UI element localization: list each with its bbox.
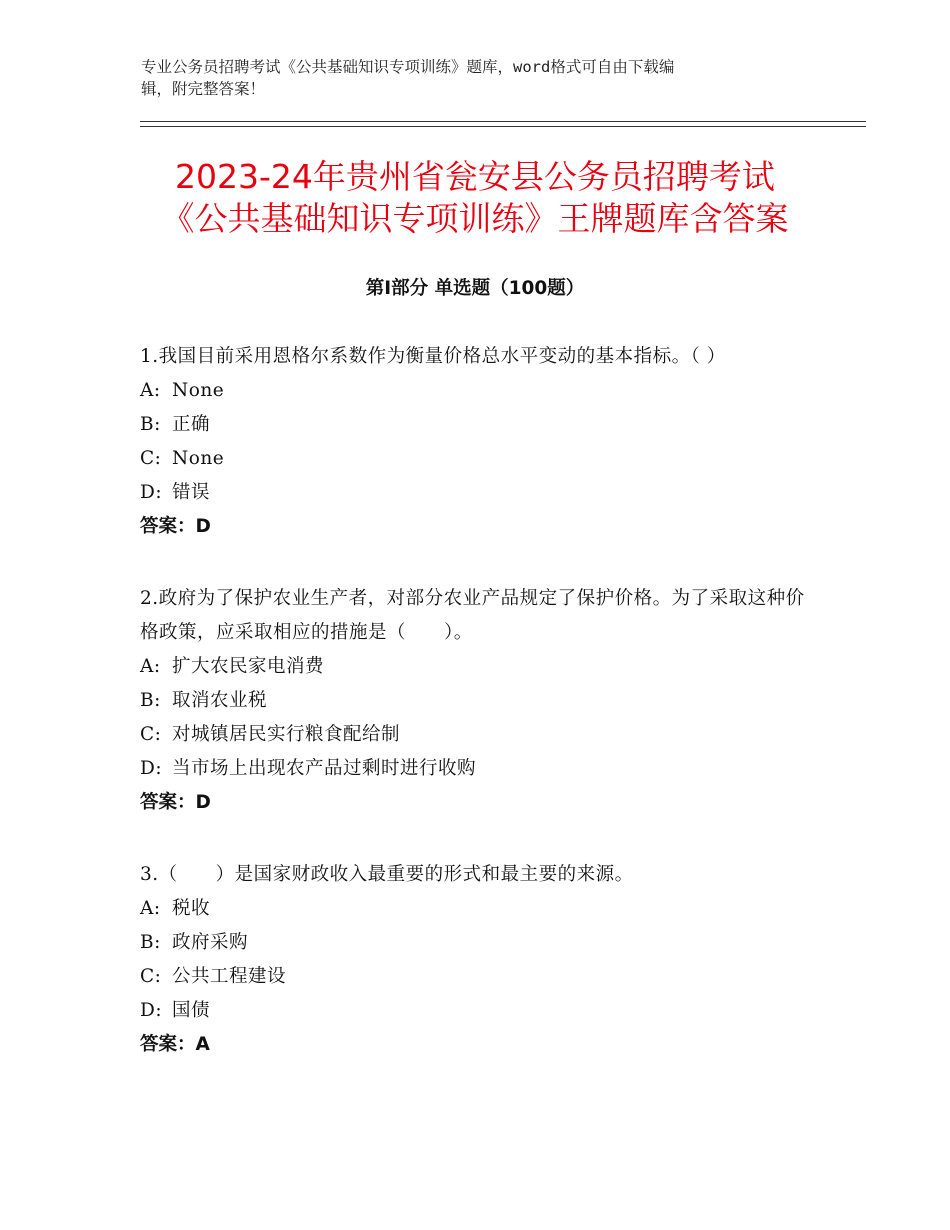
- option-c: [140, 442, 808, 476]
- option-d: [140, 994, 808, 1028]
- option-letter: A:: [140, 656, 161, 677]
- option-text: 取消农业税: [172, 690, 268, 711]
- option-letter: D:: [140, 758, 163, 779]
- section-heading: 第Ⅰ部分 单选题（100题）: [365, 278, 585, 299]
- header-note-line-2: 辑，附完整答案！: [141, 80, 266, 98]
- answer-label: 答案：D: [140, 516, 211, 537]
- option-text: 正确: [172, 414, 211, 435]
- option-b: [140, 926, 808, 960]
- option-c: [140, 960, 808, 994]
- question-stem: 1.我国目前采用恩格尔系数作为衡量价格总水平变动的基本指标。（ ）: [140, 346, 726, 367]
- header-note-line-1: 专业公务员招聘考试《公共基础知识专项训练》题库，word格式可自由下载编: [141, 58, 675, 76]
- option-c: [140, 718, 808, 752]
- question-stem: 2.政府为了保护农业生产者，对部分农业产品规定了保护价格。为了采取这种价格政策，应采取相应的措施是（ ）。: [140, 588, 805, 643]
- option-a: [140, 374, 808, 408]
- option-letter: C:: [140, 724, 162, 745]
- option-text: 当市场上出现农产品过剩时进行收购: [172, 758, 477, 779]
- option-text: 公共工程建设: [172, 966, 287, 987]
- option-letter: D:: [140, 482, 163, 503]
- option-letter: C:: [140, 966, 162, 987]
- option-letter: B:: [140, 414, 161, 435]
- option-d: [140, 476, 808, 510]
- option-text: None: [172, 448, 225, 469]
- option-a: [140, 650, 808, 684]
- option-text: None: [172, 380, 225, 401]
- option-text: 国债: [172, 1000, 211, 1021]
- question-item: [140, 340, 808, 544]
- question-stem: 3.（ ）是国家财政收入最重要的形式和最主要的来源。: [140, 864, 634, 885]
- option-letter: D:: [140, 1000, 163, 1021]
- answer-label: 答案：A: [140, 1034, 210, 1055]
- option-text: 税收: [172, 898, 211, 919]
- option-text: 对城镇居民实行粮食配给制: [172, 724, 401, 745]
- header-note: [141, 56, 801, 100]
- option-b: [140, 684, 808, 718]
- option-letter: A:: [140, 380, 161, 401]
- document-title-line-2: 《公共基础知识专项训练》王牌题库含答案: [161, 199, 789, 238]
- option-letter: A:: [140, 898, 161, 919]
- option-letter: B:: [140, 690, 161, 711]
- option-letter: C:: [140, 448, 162, 469]
- question-list: [140, 340, 808, 1100]
- document-title-line-1: 2023-24年贵州省瓮安县公务员招聘考试: [175, 157, 775, 196]
- option-a: [140, 892, 808, 926]
- option-d: [140, 752, 808, 786]
- answer-label: 答案：D: [140, 792, 211, 813]
- option-text: 政府采购: [172, 932, 249, 953]
- option-text: 错误: [172, 482, 211, 503]
- option-b: [140, 408, 808, 442]
- header-divider: [140, 121, 866, 127]
- question-item: [140, 582, 808, 820]
- question-item: [140, 858, 808, 1062]
- document-title: [100, 156, 850, 240]
- option-letter: B:: [140, 932, 161, 953]
- option-text: 扩大农民家电消费: [172, 656, 325, 677]
